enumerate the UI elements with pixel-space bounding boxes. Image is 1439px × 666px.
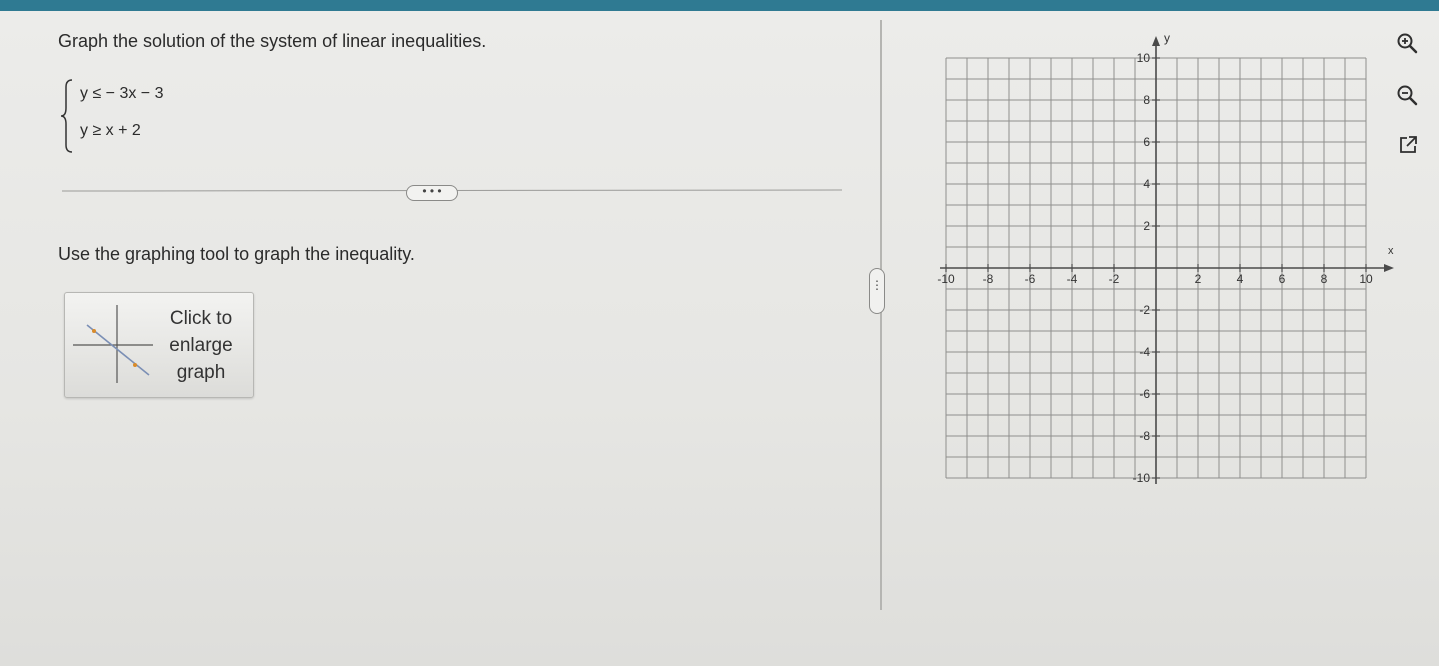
- y-tick-label: 6: [1143, 135, 1150, 149]
- x-tick-label: 6: [1278, 272, 1286, 286]
- question-text: Graph the solution of the system of linear inequalities.: [58, 31, 487, 51]
- y-tick-label: 10: [1136, 51, 1150, 65]
- top-bar: [0, 0, 1439, 11]
- x-tick-label: -2: [1108, 272, 1120, 286]
- zoom-out-icon[interactable]: [1396, 84, 1418, 106]
- x-tick-label: 2: [1194, 272, 1202, 286]
- zoom-in-icon[interactable]: [1396, 32, 1418, 54]
- x-axis-arrow: [1384, 264, 1394, 272]
- axes: [940, 36, 1394, 484]
- y-tick-label: 8: [1143, 93, 1150, 107]
- y-tick-label: 2: [1143, 219, 1150, 233]
- more-button[interactable]: • • •: [406, 185, 458, 201]
- x-tick-label: -4: [1066, 272, 1078, 286]
- splitter-handle[interactable]: ⋮: [869, 268, 885, 314]
- y-tick-label: 4: [1143, 177, 1150, 191]
- x-tick-label: -6: [1024, 272, 1036, 286]
- x-axis-label: x: [1388, 245, 1394, 257]
- y-tick-label: -2: [1139, 303, 1150, 317]
- x-tick-label: -10: [937, 272, 955, 286]
- x-tick-label: 10: [1359, 272, 1373, 286]
- enlarge-label-line-1: Click to: [169, 308, 233, 329]
- popout-icon[interactable]: [1397, 134, 1419, 156]
- inequality-2: y ≥ x + 2: [80, 122, 141, 139]
- y-axis-label: y: [1164, 31, 1170, 45]
- y-tick-label: -6: [1139, 387, 1150, 401]
- enlarge-label-line-2: enlarge: [169, 335, 233, 356]
- enlarge-label: [153, 305, 249, 386]
- panel-divider: [880, 20, 882, 610]
- brace-icon: [60, 78, 74, 154]
- inequality-1: y ≤ − 3x − 3: [80, 85, 164, 102]
- enlarge-graph-button[interactable]: [64, 292, 254, 398]
- instruction-text: Use the graphing tool to graph the inequality.: [58, 244, 415, 264]
- x-tick-label: 8: [1320, 272, 1328, 286]
- y-axis-arrow: [1152, 36, 1160, 46]
- x-tick-label: -8: [982, 272, 994, 286]
- coordinate-grid[interactable]: [922, 30, 1392, 500]
- inequality-system: [60, 78, 260, 154]
- y-tick-label: -4: [1139, 345, 1150, 359]
- x-tick-label: 4: [1236, 272, 1244, 286]
- y-tick-label: -10: [1132, 471, 1150, 485]
- graph-thumbnail-icon: [71, 301, 155, 387]
- y-tick-label: -8: [1139, 429, 1150, 443]
- enlarge-label-line-3: graph: [176, 362, 226, 383]
